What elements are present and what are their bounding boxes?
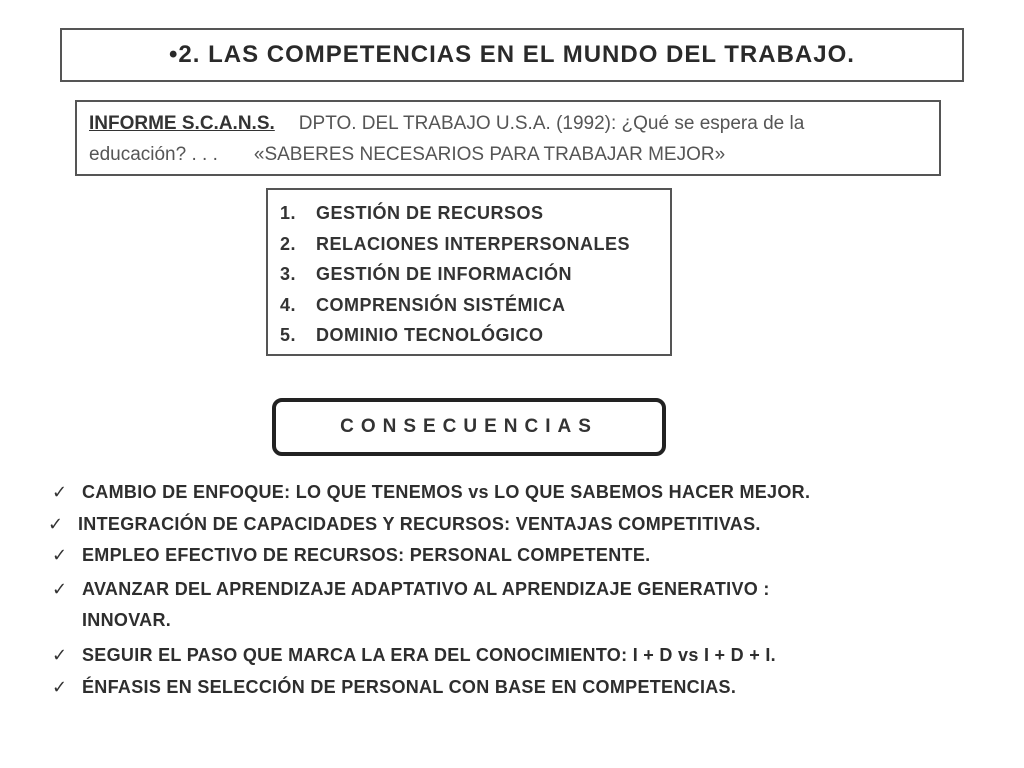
info-line-2: [89, 139, 927, 170]
title-box: [60, 28, 964, 82]
competencias-list: [266, 188, 672, 356]
list-item-continuation: [82, 610, 171, 631]
list-label: RELACIONES INTERPERSONALES: [316, 233, 631, 254]
list-label: GESTIÓN DE INFORMACIÓN: [316, 264, 573, 284]
list-number: 5.: [280, 325, 297, 345]
checkmark-icon: ✓: [52, 545, 68, 565]
list-number: 3.: [280, 264, 297, 284]
list-text: EMPLEO EFECTIVO DE RECURSOS: PERSONAL COMPETENTE.: [82, 545, 651, 565]
list-text: CAMBIO DE ENFOQUE: LO QUE TENEMOS vs LO QUE SABEMOS HACER MEJOR.: [82, 482, 811, 502]
report-quote: «SABERES NECESARIOS PARA TRABAJAR MEJOR»: [253, 144, 726, 165]
list-text: ÉNFASIS EN SELECCIÓN DE PERSONAL CON BASE EN COMPETENCIAS.: [82, 677, 737, 697]
report-name: INFORME S.C.A.N.S.: [89, 113, 275, 134]
list-number: 4.: [280, 294, 297, 315]
consecuencias-heading-box: [272, 398, 666, 456]
list-item: [48, 514, 761, 535]
list-number: 2.: [280, 233, 297, 254]
list-item: [52, 482, 810, 503]
list-item: [280, 290, 660, 321]
list-label: GESTIÓN DE RECURSOS: [316, 203, 544, 223]
checkmark-icon: ✓: [52, 677, 68, 697]
list-text: INTEGRACIÓN DE CAPACIDADES Y RECURSOS: VENTAJAS COMPETITIVAS.: [78, 514, 761, 534]
info-box: [75, 100, 941, 176]
list-item: [52, 677, 736, 698]
consecuencias-heading: CONSECUENCIAS: [340, 416, 598, 437]
list-text: AVANZAR DEL APRENDIZAJE ADAPTATIVO AL APRENDIZAJE GENERATIVO :: [82, 579, 770, 599]
list-label: DOMINIO TECNOLÓGICO: [316, 325, 544, 345]
checkmark-icon: ✓: [52, 482, 68, 502]
report-source: DPTO. DEL TRABAJO U.S.A. (1992): ¿Qué se espera de la: [298, 113, 805, 134]
list-item: [280, 198, 660, 229]
list-item: [280, 259, 660, 290]
list-item: [52, 579, 770, 600]
list-text: INNOVAR.: [82, 610, 172, 630]
checkmark-icon: ✓: [52, 579, 68, 599]
page-title: •2. LAS COMPETENCIAS EN EL MUNDO DEL TRABAJO.: [169, 41, 855, 68]
list-text: SEGUIR EL PASO QUE MARCA LA ERA DEL CONOCIMIENTO: I + D vs I + D + I.: [82, 645, 776, 665]
checkmark-icon: ✓: [52, 645, 68, 665]
list-item: [280, 320, 660, 351]
checkmark-icon: ✓: [48, 514, 64, 534]
info-line-1: [89, 108, 927, 139]
list-item: [52, 645, 776, 666]
list-item: [52, 545, 650, 566]
list-item: [280, 229, 660, 260]
list-number: 1.: [280, 203, 297, 223]
report-question: educación? . . .: [89, 144, 218, 165]
list-label: COMPRENSIÓN SISTÉMICA: [316, 294, 566, 315]
